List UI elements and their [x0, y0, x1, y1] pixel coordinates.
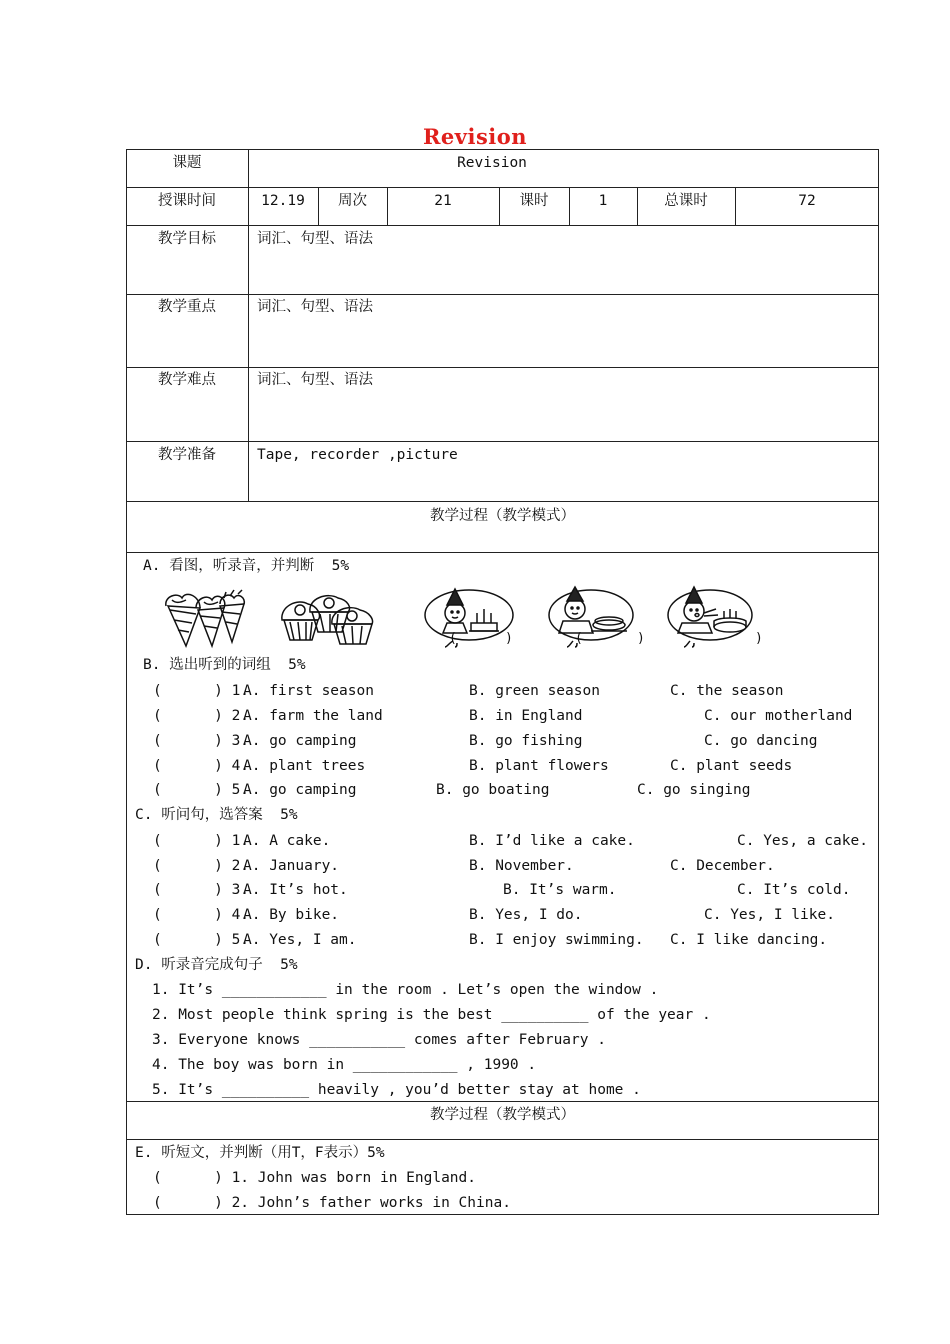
candles-child-picture [664, 585, 760, 649]
b-item-1-option-b: B. green season [469, 683, 600, 699]
b-item-5-option-b: B. go boating [436, 782, 550, 798]
section-d-heading: D. 听录音完成句子 5% [135, 957, 298, 973]
row-divider [126, 501, 879, 502]
d-sentence-4: 4. The boy was born in ____________ , 1990 . [152, 1057, 537, 1073]
c-item-3-number: ( ) 3. [153, 882, 250, 898]
c-item-2-number: ( ) 2. [153, 858, 250, 874]
week-value: 21 [434, 193, 452, 209]
b-item-4-option-c: C. plant seeds [670, 758, 793, 774]
ice-cream-picture [160, 588, 248, 650]
answer-paren-right: ) [755, 631, 763, 646]
c-item-5-option-c: C. I like dancing. [670, 932, 828, 948]
b-item-4-option-b: B. plant flowers [469, 758, 609, 774]
c-item-1-option-a: A. A cake. [243, 833, 331, 849]
c-item-3-option-b: B. It’s warm. [503, 882, 617, 898]
b-item-2-number: ( ) 2. [153, 708, 250, 724]
row-divider [126, 552, 879, 553]
goal-value: 词汇、句型、语法 [257, 231, 373, 247]
pancake-child-picture [545, 585, 641, 649]
cupcakes-picture [278, 594, 374, 646]
b-item-1-option-a: A. first season [243, 683, 374, 699]
document-title: Revision [422, 124, 528, 149]
c-item-4-option-c: C. Yes, I like. [704, 907, 835, 923]
c-item-2-option-b: B. November. [469, 858, 574, 874]
c-item-5-option-a: A. Yes, I am. [243, 932, 357, 948]
week-label: 周次 [338, 193, 367, 209]
b-item-1-option-c: C. the season [670, 683, 784, 699]
b-item-3-number: ( ) 3. [153, 733, 250, 749]
focus-label: 教学重点 [158, 299, 216, 315]
b-item-2-option-c: C. our motherland [704, 708, 853, 724]
c-item-5-option-b: B. I enjoy swimming. [469, 932, 644, 948]
b-item-3-option-b: B. go fishing [469, 733, 583, 749]
b-item-5-option-c: C. go singing [637, 782, 751, 798]
b-item-3-option-c: C. go dancing [704, 733, 818, 749]
c-item-3-option-c: C. It’s cold. [737, 882, 851, 898]
d-sentence-1: 1. It’s ____________ in the room . Let’s open the window . [152, 982, 659, 998]
answer-paren-right: ) [505, 631, 513, 646]
section-c-heading: C. 听问句，选答案 5% [135, 807, 298, 823]
c-item-4-option-b: B. Yes, I do. [469, 907, 583, 923]
row-divider [126, 1139, 879, 1140]
d-sentence-2: 2. Most people think spring is the best __________ of the year . [152, 1007, 711, 1023]
e-item-2: ( ) 2. John’s father works in China. [153, 1195, 511, 1211]
row-divider [126, 225, 879, 226]
focus-value: 词汇、句型、语法 [257, 299, 373, 315]
row-divider [126, 441, 879, 442]
c-item-4-number: ( ) 4. [153, 907, 250, 923]
b-item-2-option-a: A. farm the land [243, 708, 383, 724]
birthday-child-picture [421, 585, 517, 649]
time-value: 12.19 [261, 193, 305, 209]
b-item-4-option-a: A. plant trees [243, 758, 366, 774]
total-value: 72 [798, 193, 816, 209]
answer-paren-right: ) [637, 631, 645, 646]
difficulty-value: 词汇、句型、语法 [257, 372, 373, 388]
goal-label: 教学目标 [158, 231, 216, 247]
total-label: 总课时 [664, 193, 708, 209]
c-item-5-number: ( ) 5. [153, 932, 250, 948]
section-b-heading: B. 选出听到的词组 5% [143, 657, 306, 673]
d-sentence-5: 5. It’s __________ heavily , you’d better stay at home . [152, 1082, 641, 1098]
b-item-2-option-b: B. in England [469, 708, 583, 724]
answer-paren-left: ( [449, 631, 457, 646]
topic-label: 课题 [172, 155, 202, 171]
row-divider [126, 187, 879, 188]
c-item-4-option-a: A. By bike. [243, 907, 340, 923]
answer-paren-left: ( [575, 631, 583, 646]
c-item-2-option-c: C. December. [670, 858, 775, 874]
c-item-1-option-c: C. Yes, a cake. [737, 833, 868, 849]
topic-value: Revision [457, 155, 527, 171]
section-a-heading: A. 看图，听录音，并判断 5% [143, 558, 350, 574]
c-item-1-option-b: B. I’d like a cake. [469, 833, 635, 849]
period-value: 1 [598, 193, 608, 209]
c-item-3-option-a: A. It’s hot. [243, 882, 348, 898]
prep-label: 教学准备 [158, 447, 216, 463]
b-item-5-option-a: A. go camping [243, 782, 357, 798]
b-item-1-number: ( ) 1. [153, 683, 250, 699]
e-item-1: ( ) 1. John was born in England. [153, 1170, 477, 1186]
process-heading-2: 教学过程（教学模式） [430, 1107, 575, 1123]
difficulty-label: 教学难点 [158, 372, 216, 388]
section-e-heading: E. 听短文，并判断（用T，F表示）5% [135, 1145, 385, 1161]
row-divider [126, 294, 879, 295]
d-sentence-3: 3. Everyone knows ___________ comes after February . [152, 1032, 606, 1048]
row-divider [126, 367, 879, 368]
time-label: 授课时间 [158, 193, 216, 209]
prep-value: Tape, recorder ,picture [257, 447, 458, 463]
c-item-2-option-a: A. January. [243, 858, 340, 874]
row-divider [126, 1101, 879, 1102]
b-item-5-number: ( ) 5. [153, 782, 250, 798]
c-item-1-number: ( ) 1. [153, 833, 250, 849]
b-item-3-option-a: A. go camping [243, 733, 357, 749]
process-heading: 教学过程（教学模式） [430, 508, 575, 524]
b-item-4-number: ( ) 4. [153, 758, 250, 774]
period-label: 课时 [519, 193, 549, 209]
